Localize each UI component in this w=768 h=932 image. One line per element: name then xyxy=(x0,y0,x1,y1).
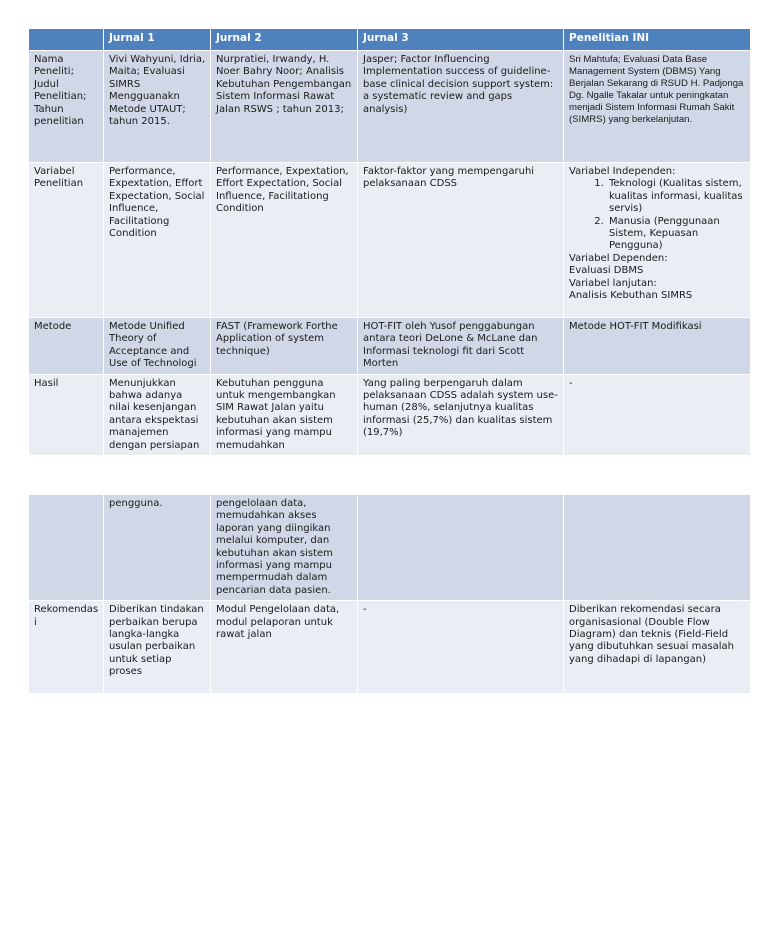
cell-identitas-j3: Jasper; Factor Influencing Implementation success of guideline-base clinical decision support system: a systematic review and gaps analysis) xyxy=(358,51,564,163)
row-label-metode: Metode xyxy=(29,318,104,375)
cell-hasil-lanjutan-j2: pengelolaan data, memudahkan akses laporan yang diingikan melalui komputer, dan kebutuhan akan sistem informasi yang mampu mempermudah dalam pencarian data pasien. xyxy=(211,495,358,601)
cell-rekomendasi-j3: - xyxy=(358,601,564,694)
variabel-dependen-label: Variabel Dependen: xyxy=(569,252,668,264)
table-row-rekomendasi xyxy=(29,601,751,694)
variabel-independen-label: Variabel Independen: xyxy=(569,166,676,177)
variabel-lanjutan-value: Analisis Kebuthan SIMRS xyxy=(569,290,693,302)
cell-variabel-j3: Faktor-faktor yang mempengaruhi pelaksanaan CDSS xyxy=(358,163,564,318)
row-label-variabel: Variabel Penelitian xyxy=(29,163,104,318)
cell-metode-ini: Metode HOT-FIT Modifikasi xyxy=(564,318,751,375)
table-header-row xyxy=(29,29,751,51)
table-row-variabel xyxy=(29,163,751,318)
cell-variabel-j2: Performance, Expextation, Effort Expectation, Social Influence, Facilitationg Condition xyxy=(211,163,358,318)
row-label-hasil-lanjutan xyxy=(29,495,104,601)
comparison-table-continued xyxy=(28,494,751,694)
cell-metode-j3: HOT-FIT oleh Yusof penggabungan antara teori DeLone & McLane dan Informasi teknologi fit dari Scott Morten xyxy=(358,318,564,375)
cell-metode-j2: FAST (Framework Forthe Application of system technique) xyxy=(211,318,358,375)
cell-variabel-j1: Performance, Expextation, Effort Expectation, Social Influence, Facilitationg Condition xyxy=(104,163,211,318)
cell-hasil-lanjutan-j3 xyxy=(358,495,564,601)
cell-hasil-j3: Yang paling berpengaruh dalam pelaksanaan CDSS adalah system use-human (28%, selanjutnya kualitas informasi (25,7%) dan kualitas sistem (19,7%) xyxy=(358,374,564,455)
cell-variabel-ini xyxy=(564,163,751,318)
cell-hasil-j2: Kebutuhan pengguna untuk mengembangkan SIM Rawat Jalan yaitu kebutuhan akan sistem informasi yang mampu memudahkan xyxy=(211,374,358,455)
cell-rekomendasi-j1: Diberikan tindakan perbaikan berupa langka-langka usulan perbaikan untuk setiap proses xyxy=(104,601,211,694)
header-jurnal-3: Jurnal 3 xyxy=(358,29,564,51)
cell-rekomendasi-j2: Modul Pengelolaan data, modul pelaporan untuk rawat jalan xyxy=(211,601,358,694)
variabel-independen-list xyxy=(569,178,746,252)
cell-identitas-ini: Sri Mahtufa; Evaluasi Data Base Management System (DBMS) Yang Berjalan Sekarang di RSUD H. Padjonga Dg. Ngalle Takalar untuk peningkatan menjadi Sistem Informasi Rumah Sakit (SIMRS) yang berkelanjutan. xyxy=(564,51,751,163)
variabel-dependen-value: Evaluasi DBMS xyxy=(569,265,644,277)
list-item: 2. Manusia (Penggunaan Sistem, Kepuasan Pengguna) xyxy=(607,216,746,253)
cell-hasil-lanjutan-j1: pengguna. xyxy=(104,495,211,601)
row-label-hasil: Hasil xyxy=(29,374,104,455)
cell-metode-j1: Metode Unified Theory of Acceptance and Use of Technologi xyxy=(104,318,211,375)
table-row-metode xyxy=(29,318,751,375)
header-jurnal-1: Jurnal 1 xyxy=(104,29,211,51)
cell-rekomendasi-ini: Diberikan rekomendasi secara organisasional (Double Flow Diagram) dan teknis (Field-Field yang dibutuhkan sesuai masalah yang dihadapi di lapangan) xyxy=(564,601,751,694)
list-item: 1. Teknologi (Kualitas sistem, kualitas informasi, kualitas servis) xyxy=(607,178,746,215)
variabel-lanjutan-label: Variabel lanjutan: xyxy=(569,277,657,289)
header-jurnal-2: Jurnal 2 xyxy=(211,29,358,51)
table-row-hasil-lanjutan xyxy=(29,495,751,601)
row-label-identitas: Nama Peneliti; Judul Penelitian; Tahun penelitian xyxy=(29,51,104,163)
header-empty xyxy=(29,29,104,51)
comparison-table xyxy=(28,28,751,456)
cell-identitas-j1: Vivi Wahyuni, Idria, Maita; Evaluasi SIMRS Mengguanakn Metode UTAUT; tahun 2015. xyxy=(104,51,211,163)
table-row-identitas xyxy=(29,51,751,163)
cell-hasil-j1: Menunjukkan bahwa adanya nilai kesenjangan antara ekspektasi manajemen dengan persiapan xyxy=(104,374,211,455)
table-row-hasil xyxy=(29,374,751,455)
cell-hasil-lanjutan-ini xyxy=(564,495,751,601)
cell-identitas-j2: Nurpratiei, Irwandy, H. Noer Bahry Noor; Analisis Kebutuhan Pengembangan Sistem Informasi Rawat Jalan RSWS ; tahun 2013; xyxy=(211,51,358,163)
header-penelitian-ini: Penelitian INI xyxy=(564,29,751,51)
row-label-rekomendasi: Rekomendasi xyxy=(29,601,104,694)
cell-hasil-ini: - xyxy=(564,374,751,455)
